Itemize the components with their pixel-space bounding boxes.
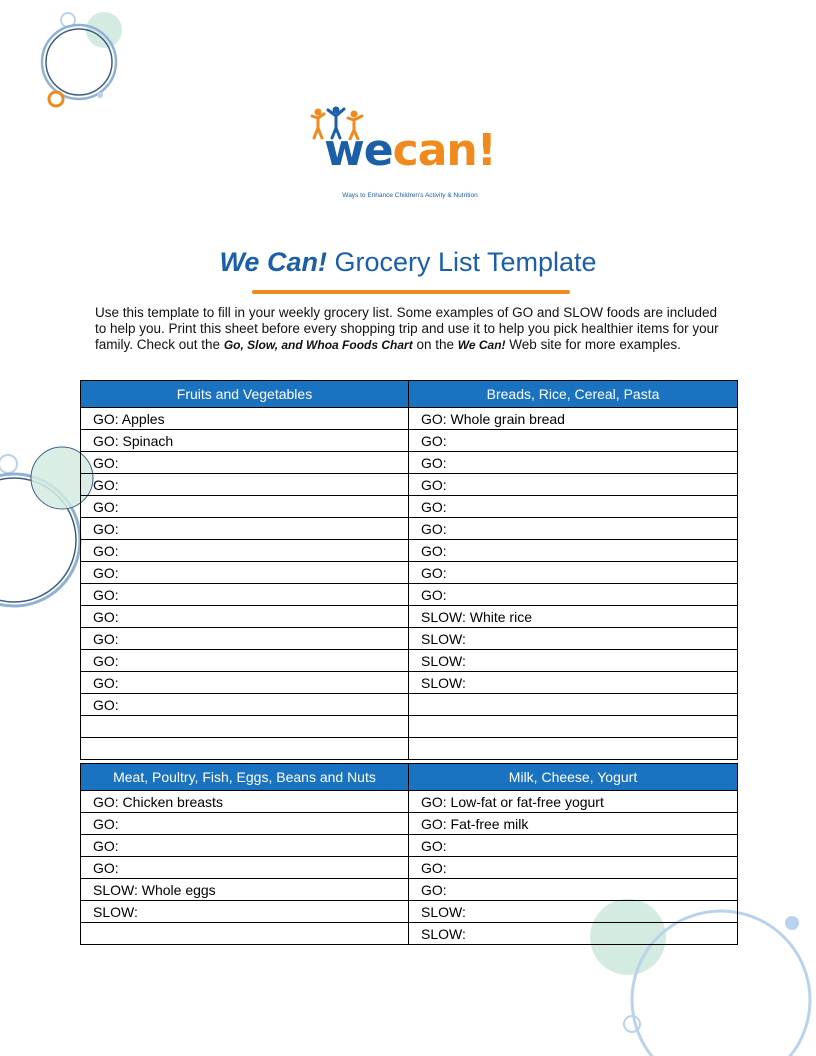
list-item-left[interactable]: GO: Chicken breasts — [81, 791, 409, 813]
table-row — [81, 408, 738, 430]
list-item-right[interactable]: GO: — [409, 540, 738, 562]
list-item-left[interactable]: SLOW: Whole eggs — [81, 879, 409, 901]
title-text: Grocery List Template — [326, 247, 597, 277]
logo-tagline: Ways to Enhance Children's Activity & Nutrition — [342, 192, 478, 199]
list-item-left[interactable] — [81, 716, 409, 738]
list-item-left[interactable]: GO: — [81, 835, 409, 857]
list-item-left[interactable]: GO: — [81, 562, 409, 584]
logo-can: can! — [392, 125, 496, 176]
list-item-right[interactable] — [409, 738, 738, 760]
title-brand: We Can! — [219, 247, 327, 277]
list-item-right[interactable]: GO: — [409, 430, 738, 452]
list-item-right[interactable] — [409, 716, 738, 738]
table-row — [81, 518, 738, 540]
list-item-right[interactable]: GO: — [409, 879, 738, 901]
intro-text-1: Use this template to fill in your weekly grocery list. Some examples of GO and SLOW foods are included to help you. Print this sheet before every shopping trip and use it to help you pick healthier items for your family. Check out the — [95, 305, 719, 352]
list-item-right[interactable]: SLOW: — [409, 650, 738, 672]
list-item-left[interactable]: GO: — [81, 606, 409, 628]
table-row — [81, 791, 738, 813]
intro-brand: We Can! — [457, 338, 506, 352]
table-row — [81, 716, 738, 738]
list-item-left[interactable]: GO: — [81, 518, 409, 540]
decorative-circles-top-left — [0, 0, 140, 120]
list-item-left[interactable]: GO: — [81, 672, 409, 694]
list-item-right[interactable]: GO: — [409, 584, 738, 606]
header-meat-poultry-fish: Meat, Poultry, Fish, Eggs, Beans and Nuts — [81, 764, 409, 791]
table-row — [81, 628, 738, 650]
list-item-left[interactable]: GO: — [81, 540, 409, 562]
title-underline — [252, 290, 570, 294]
intro-chart-name: Go, Slow, and Whoa Foods Chart — [223, 338, 413, 352]
logo-we: we — [324, 125, 393, 176]
intro-paragraph — [95, 305, 725, 353]
list-item-left[interactable]: GO: Spinach — [81, 430, 409, 452]
list-item-right[interactable]: SLOW: — [409, 672, 738, 694]
table-row — [81, 606, 738, 628]
intro-text-3: Web site for more examples. — [505, 337, 681, 352]
table-row — [81, 879, 738, 901]
list-item-right[interactable]: GO: Low-fat or fat-free yogurt — [409, 791, 738, 813]
list-item-right[interactable] — [409, 694, 738, 716]
list-item-left[interactable]: GO: — [81, 452, 409, 474]
table-row — [81, 562, 738, 584]
header-fruits-vegetables: Fruits and Vegetables — [81, 381, 409, 408]
list-item-left[interactable]: GO: — [81, 694, 409, 716]
table-row — [81, 813, 738, 835]
list-item-left[interactable]: GO: Apples — [81, 408, 409, 430]
list-item-left[interactable]: GO: — [81, 650, 409, 672]
list-item-left[interactable]: SLOW: — [81, 901, 409, 923]
list-item-left[interactable] — [81, 738, 409, 760]
table-row — [81, 857, 738, 879]
list-item-left[interactable] — [81, 923, 409, 945]
list-item-right[interactable]: GO: — [409, 518, 738, 540]
list-item-left[interactable]: GO: — [81, 813, 409, 835]
table-row — [81, 584, 738, 606]
list-item-right[interactable]: GO: Fat-free milk — [409, 813, 738, 835]
table-row — [81, 540, 738, 562]
table-row — [81, 452, 738, 474]
list-item-right[interactable]: SLOW: White rice — [409, 606, 738, 628]
list-item-right[interactable]: GO: — [409, 857, 738, 879]
list-item-left[interactable]: GO: — [81, 628, 409, 650]
list-item-right[interactable]: GO: — [409, 835, 738, 857]
list-item-right[interactable]: GO: — [409, 474, 738, 496]
we-can-logo — [300, 104, 520, 204]
table-row — [81, 923, 738, 945]
table-row — [81, 835, 738, 857]
logo-wordmark — [300, 126, 520, 176]
table-row — [81, 474, 738, 496]
list-item-right[interactable]: GO: Whole grain bread — [409, 408, 738, 430]
list-item-right[interactable]: GO: — [409, 562, 738, 584]
header-milk-cheese-yogurt: Milk, Cheese, Yogurt — [409, 764, 738, 791]
grocery-table-top — [80, 380, 738, 760]
intro-text-2: on the — [412, 337, 458, 352]
table-row — [81, 901, 738, 923]
list-item-right[interactable]: SLOW: — [409, 901, 738, 923]
table-row — [81, 672, 738, 694]
list-item-left[interactable]: GO: — [81, 857, 409, 879]
grocery-table-bottom — [80, 763, 738, 945]
table-row — [81, 694, 738, 716]
list-item-right[interactable]: GO: — [409, 496, 738, 518]
list-item-right[interactable]: SLOW: — [409, 628, 738, 650]
header-breads-rice-cereal-pasta: Breads, Rice, Cereal, Pasta — [409, 381, 738, 408]
table-row — [81, 430, 738, 452]
list-item-left[interactable]: GO: — [81, 584, 409, 606]
list-item-left[interactable]: GO: — [81, 496, 409, 518]
page-title — [0, 244, 816, 280]
list-item-right[interactable]: GO: — [409, 452, 738, 474]
list-item-right[interactable]: SLOW: — [409, 923, 738, 945]
list-item-left[interactable]: GO: — [81, 474, 409, 496]
table-row — [81, 650, 738, 672]
table-row — [81, 496, 738, 518]
table-row — [81, 738, 738, 760]
